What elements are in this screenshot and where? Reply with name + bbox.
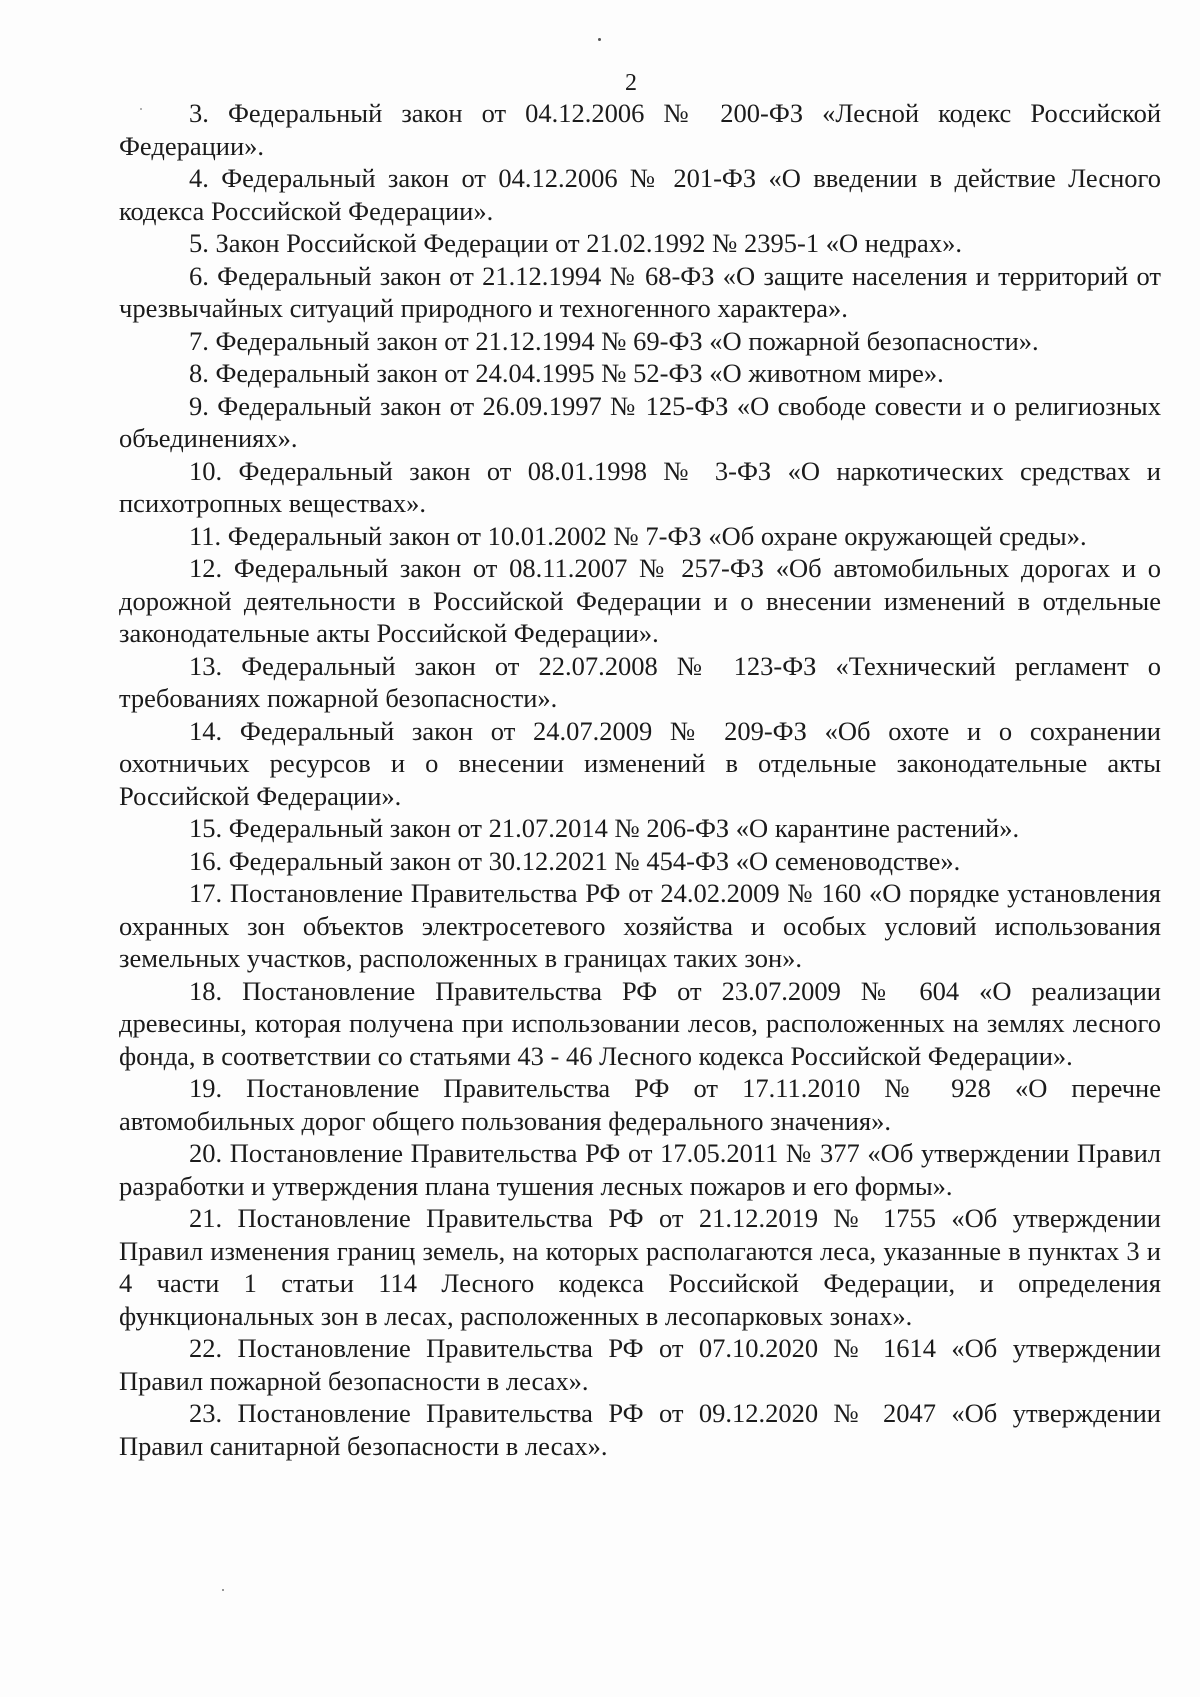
list-item: 21. Постановление Правительства РФ от 21.12.2019 № 1755 «Об утверждении Правил изменения границ земель, на которых располагаются леса, указанные в пунктах 3 и 4 части 1 статьи 114 Лесного кодекса Российской Федерации, и определения функциональных зон в лесах, расположенных в лесопарковых зонах». [119, 1203, 1161, 1331]
list-item: 19. Постановление Правительства РФ от 17.11.2010 № 928 «О перечне автомобильных дорог общего пользования федерального значения». [119, 1073, 1161, 1136]
list-item: 23. Постановление Правительства РФ от 09.12.2020 № 2047 «Об утверждении Правил санитарной безопасности в лесах». [119, 1398, 1161, 1461]
list-item: 5. Закон Российской Федерации от 21.02.1992 № 2395-1 «О недрах». [189, 228, 962, 258]
list-item: 14. Федеральный закон от 24.07.2009 № 209-ФЗ «Об охоте и о сохранении охотничьих ресурсов и о внесении изменений в отдельные законодательные акты Российской Федерации». [119, 715, 1161, 811]
list-item: 17. Постановление Правительства РФ от 24.02.2009 № 160 «О порядке установления охранных зон объектов электросетевого хозяйства и особых условий использования земельных участков, расположенных в границах таких зон». [119, 878, 1161, 973]
list-item: 9. Федеральный закон от 26.09.1997 № 125-ФЗ «О свободе совести и о религиозных объединениях». [119, 390, 1161, 453]
list-item: 8. Федеральный закон от 24.04.1995 № 52-ФЗ «О животном мире». [189, 358, 944, 388]
list-item: 10. Федеральный закон от 08.01.1998 № 3-ФЗ «О наркотических средствах и психотропных веществах». [119, 455, 1161, 518]
page-number: 2 [625, 70, 637, 96]
list-item: 16. Федеральный закон от 30.12.2021 № 454-ФЗ «О семеноводстве». [189, 845, 961, 876]
list-item: 22. Постановление Правительства РФ от 07.10.2020 № 1614 «Об утверждении Правил пожарной безопасности в лесах». [119, 1333, 1161, 1396]
list-item: 11. Федеральный закон от 10.01.2002 № 7-ФЗ «Об охране окружающей среды». [189, 520, 1087, 551]
list-item: 4. Федеральный закон от 04.12.2006 № 201-ФЗ «О введении в действие Лесного кодекса Российской Федерации». [119, 163, 1161, 226]
scan-speck [598, 38, 601, 41]
list-item: 20. Постановление Правительства РФ от 17.05.2011 № 377 «Об утверждении Правил разработки и утверждения плана тушения лесных пожаров и его формы». [119, 1138, 1161, 1201]
scan-speck [222, 1589, 224, 1591]
list-item: 12. Федеральный закон от 08.11.2007 № 257-ФЗ «Об автомобильных дорогах и о дорожной деятельности в Российской Федерации и о внесении изменений в отдельные законодательные акты Российской Федерации». [119, 553, 1161, 648]
legal-acts-list [119, 97, 1161, 1462]
list-item: 15. Федеральный закон от 21.07.2014 № 206-ФЗ «О карантине растений». [189, 813, 1020, 843]
list-item: 18. Постановление Правительства РФ от 23.07.2009 № 604 «О реализации древесины, которая получена при использовании лесов, расположенных на землях лесного фонда, в соответствии со статьями 43 - 46 Лесного кодекса Российской Федерации». [119, 975, 1161, 1071]
list-item: 7. Федеральный закон от 21.12.1994 № 69-ФЗ «О пожарной безопасности». [189, 325, 1039, 356]
list-item: 13. Федеральный закон от 22.07.2008 № 123-ФЗ «Технический регламент о требованиях пожарной безопасности». [119, 650, 1161, 713]
list-item: 6. Федеральный закон от 21.12.1994 № 68-ФЗ «О защите населения и территорий от чрезвычайных ситуаций природного и техногенного характера». [119, 260, 1161, 323]
list-item: 3. Федеральный закон от 04.12.2006 № 200-ФЗ «Лесной кодекс Российской Федерации». [119, 98, 1161, 161]
